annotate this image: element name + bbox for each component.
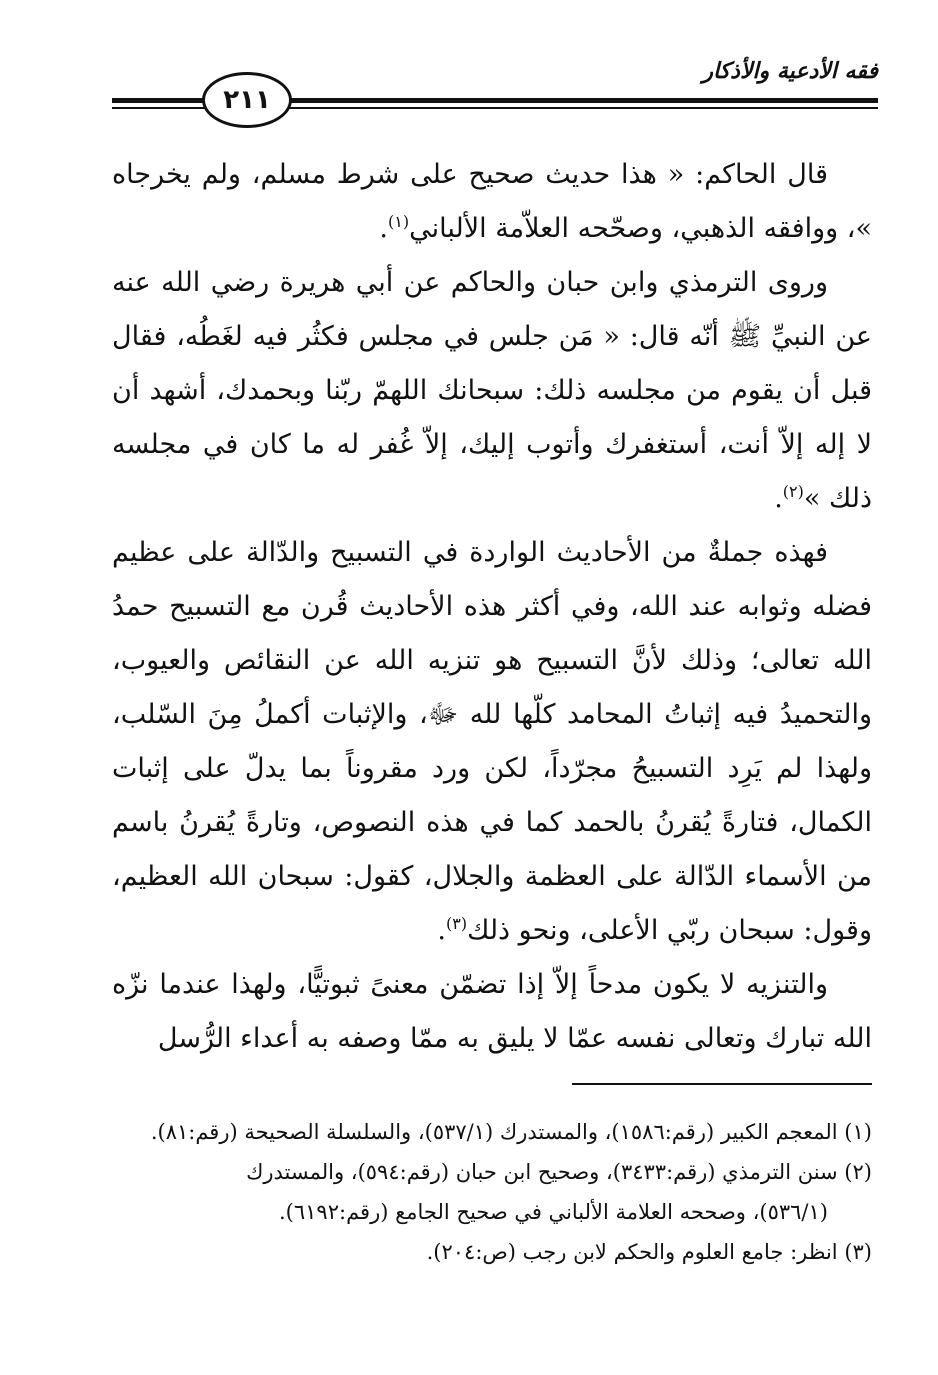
footnote-item-continued: (٥٣٦/١)، وصححه العلامة الألباني في صحيح الجامع (رقم:٦١٩٢). xyxy=(279,1200,828,1224)
paragraph: قال الحاكم: « هذا حديث صحيح على شرط مسلم، ولم يخرجاه »، ووافقه الذهبي، وصحّحه العلاّمة الألباني$^{(١)}$. xyxy=(112,159,872,244)
paragraph: فهذه جملةٌ من الأحاديث الواردة في التسبيح والدّالة على عظيم فضله وثوابه عند الله، وفي أكثر هذه الأحاديث قُرن مع التسبيح حمدُ الله تعالى؛ وذلك لأنَّ التسبيح هو تنزيه الله عن النقائص والعيوب، والتحميدُ فيه إثباتُ المحامد كلّها لله ﷻ، والإثبات أكملُ مِنَ السّلب، ولهذا لم يَرِد التسبيحُ مجرّداً، لكن ورد مقروناً بما يدلّ على إثبات الكمال، فتارةً يُقرنُ بالحمد كما في هذه النصوص، وتارةً يُقرنُ باسم من الأسماء الدّالة على العظمة والجلال، كقول: سبحان الله العظيم، وقول: سبحان ربّي الأعلى، ونحو ذلك$^{(٣)}$. xyxy=(112,537,872,946)
main-text xyxy=(112,148,872,1066)
footnote-item: (٢) سنن الترمذي (رقم:٣٤٣٣)، وصحيح ابن حبان (رقم:٥٩٤)، والمستدرك xyxy=(246,1160,872,1184)
footnotes xyxy=(112,1112,872,1272)
paragraph xyxy=(112,958,872,1066)
paragraph-text: وروى الترمذي وابن حبان والحاكم عن أبي هريرة رضي الله عنه عن النبيِّ ﷺ أنّه قال: « مَن جلس في مجلس فكثُر فيه لغَطُه، فقال قبل أن يقوم من مجلسه ذلك: سبحانك اللهمّ ربّنا وبحمدك، أشهد أن لا إله إلاّ أنت، أستغفرك وأتوب إليك، إلاّ غُفر له ما كان في مجلسه ذلك » xyxy=(112,267,872,514)
paragraph: وروى الترمذي وابن حبان والحاكم عن أبي هريرة رضي الله عنه عن النبيِّ ﷺ أنّه قال: « مَن جلس في مجلس فكثُر فيه لغَطُه، فقال قبل أن يقوم من مجلسه ذلك: سبحانك اللهمّ ربّنا وبحمدك، أشهد أن لا إله إلاّ أنت، أستغفرك وأتوب إليك، إلاّ غُفر له ما كان في مجلسه ذلك »$^{(٢)}$. xyxy=(112,267,872,514)
running-title: فقه الأدعية والأذكار xyxy=(702,58,878,84)
footnote-ref: (٢) xyxy=(782,482,804,501)
footnote-ref: (١) xyxy=(388,212,410,231)
footnote-ref: (٣) xyxy=(445,914,468,933)
footnote-item: (٣) انظر: جامع العلوم والحكم لابن رجب (ص:٢٠٤). xyxy=(426,1240,872,1264)
page-number: ٢١١ xyxy=(223,85,271,115)
paragraph-text: فهذه جملةٌ من الأحاديث الواردة في التسبيح والدّالة على عظيم فضله وثوابه عند الله، وفي أكثر هذه الأحاديث قُرن مع التسبيح حمدُ الله تعالى؛ وذلك لأنَّ التسبيح هو تنزيه الله عن النقائص والعيوب، والتحميدُ فيه إثباتُ المحامد كلّها لله ﷻ، والإثبات أكملُ مِنَ السّلب، ولهذا لم يَرِد التسبيحُ مجرّداً، لكن ورد مقروناً بما يدلّ على إثبات الكمال، فتارةً يُقرنُ بالحمد كما في هذه النصوص، وتارةً يُقرنُ باسم من الأسماء الدّالة على العظمة والجلال، كقول: سبحان الله العظيم، وقول: سبحان ربّي الأعلى، ونحو ذلك xyxy=(112,537,872,946)
paragraph-text: والتنزيه لا يكون مدحاً إلاّ إذا تضمّن معنىً ثبوتيًّا، ولهذا عندما نزّه الله تبارك وتعالى نفسه عمّا لا يليق به ممّا وصفه به أعداء الرُّسل xyxy=(112,969,872,1054)
footnote-separator xyxy=(572,1083,872,1085)
page-number-badge xyxy=(202,72,292,128)
paragraph-text: قال الحاكم: « هذا حديث صحيح على شرط مسلم، ولم يخرجاه »، ووافقه الذهبي، وصحّحه العلاّمة الألباني xyxy=(112,159,872,244)
footnote-item: (١) المعجم الكبير (رقم:١٥٨٦)، والمستدرك (٥٣٧/١)، والسلسلة الصحيحة (رقم:٨١). xyxy=(150,1120,872,1144)
